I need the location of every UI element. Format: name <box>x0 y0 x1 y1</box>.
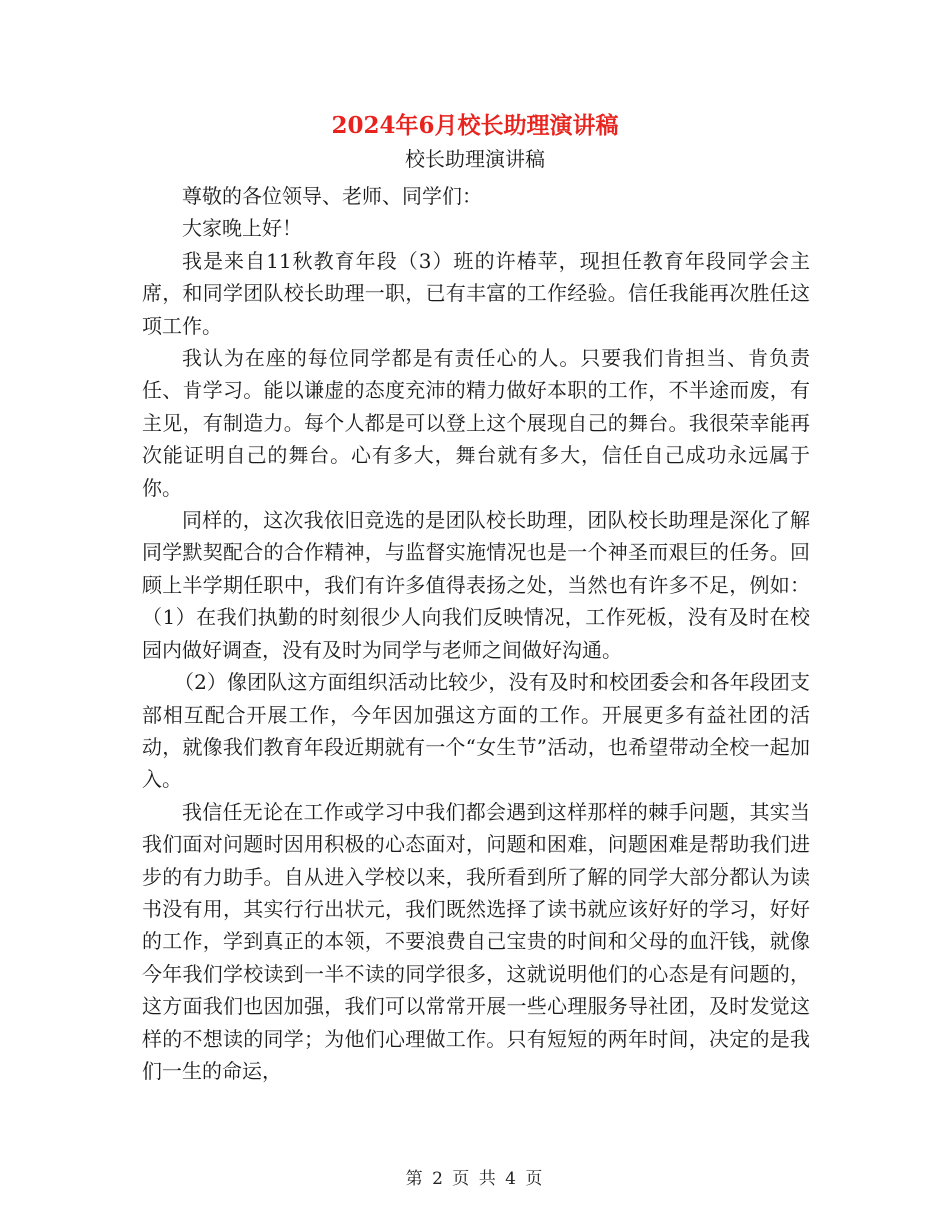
paragraph-attitude: 我信任无论在工作或学习中我们都会遇到这样那样的棘手问题，其实当我们面对问题时因用积极的心态面对，问题和困难，问题困难是帮助我们进步的有力助手。自从进入学校以来，我所看到所了解的同学大部分都认为读书没有用，其实行行出状元，我们既然选择了读书就应该好好的学习，好好的工作，学到真正的本领，不要浪费自己宝贵的时间和父母的血汗钱，就像今年我们学校读到一半不读的同学很多，这就说明他们的心态是有问题的，这方面我们也因加强，我们可以常常开展一些心理服务导社团，及时发觉这样的不想读的同学；为他们心理做工作。只有短短的两年时间，决定的是我们一生的命运， <box>142 799 810 1083</box>
page-footer: 第 2 页 共 4 页 <box>405 1169 545 1189</box>
paragraph-intro: 我是来自11秋教育年段（3）班的许椿苹，现担任教育年段同学会主席，和同学团队校长助理一职，已有丰富的工作经验。信任我能再次胜任这项工作。 <box>142 248 810 338</box>
document-subtitle: 校长助理演讲稿 <box>405 147 545 171</box>
greeting: 大家晚上好！ <box>182 216 302 241</box>
document-body <box>142 180 810 1087</box>
salutation: 尊敬的各位领导、老师、同学们： <box>182 184 482 208</box>
paragraph-activities: （2）像团队这方面组织活动比较少，没有及时和校团委会和各年段团支部相互配合开展工作，今年因加强这方面的工作。开展更多有益社团的活动，就像我们教育年段近期就有一个“女生节”活动，也希望带动全校一起加入。 <box>142 670 810 792</box>
document-title: 2024年6月校长助理演讲稿 <box>331 112 619 139</box>
paragraph-review: 同样的，这次我依旧竞选的是团队校长助理，团队校长助理是深化了解同学默契配合的合作精神，与监督实施情况也是一个神圣而艰巨的任务。回顾上半学期任职中，我们有许多值得表扬之处，当然也有许多不足，例如：（1）在我们执勤的时刻很少人向我们反映情况，工作死板，没有及时在校园内做好调查，没有及时为同学与老师之间做好沟通。 <box>142 508 810 662</box>
paragraph-responsibility: 我认为在座的每位同学都是有责任心的人。只要我们肯担当、肯负责任、肯学习。能以谦虚的态度充沛的精力做好本职的工作，不半途而废，有主见，有制造力。每个人都是可以登上这个展现自己的舞台。我很荣幸能再次能证明自己的舞台。心有多大，舞台就有多大，信任自己成功永远属于你。 <box>142 346 810 500</box>
